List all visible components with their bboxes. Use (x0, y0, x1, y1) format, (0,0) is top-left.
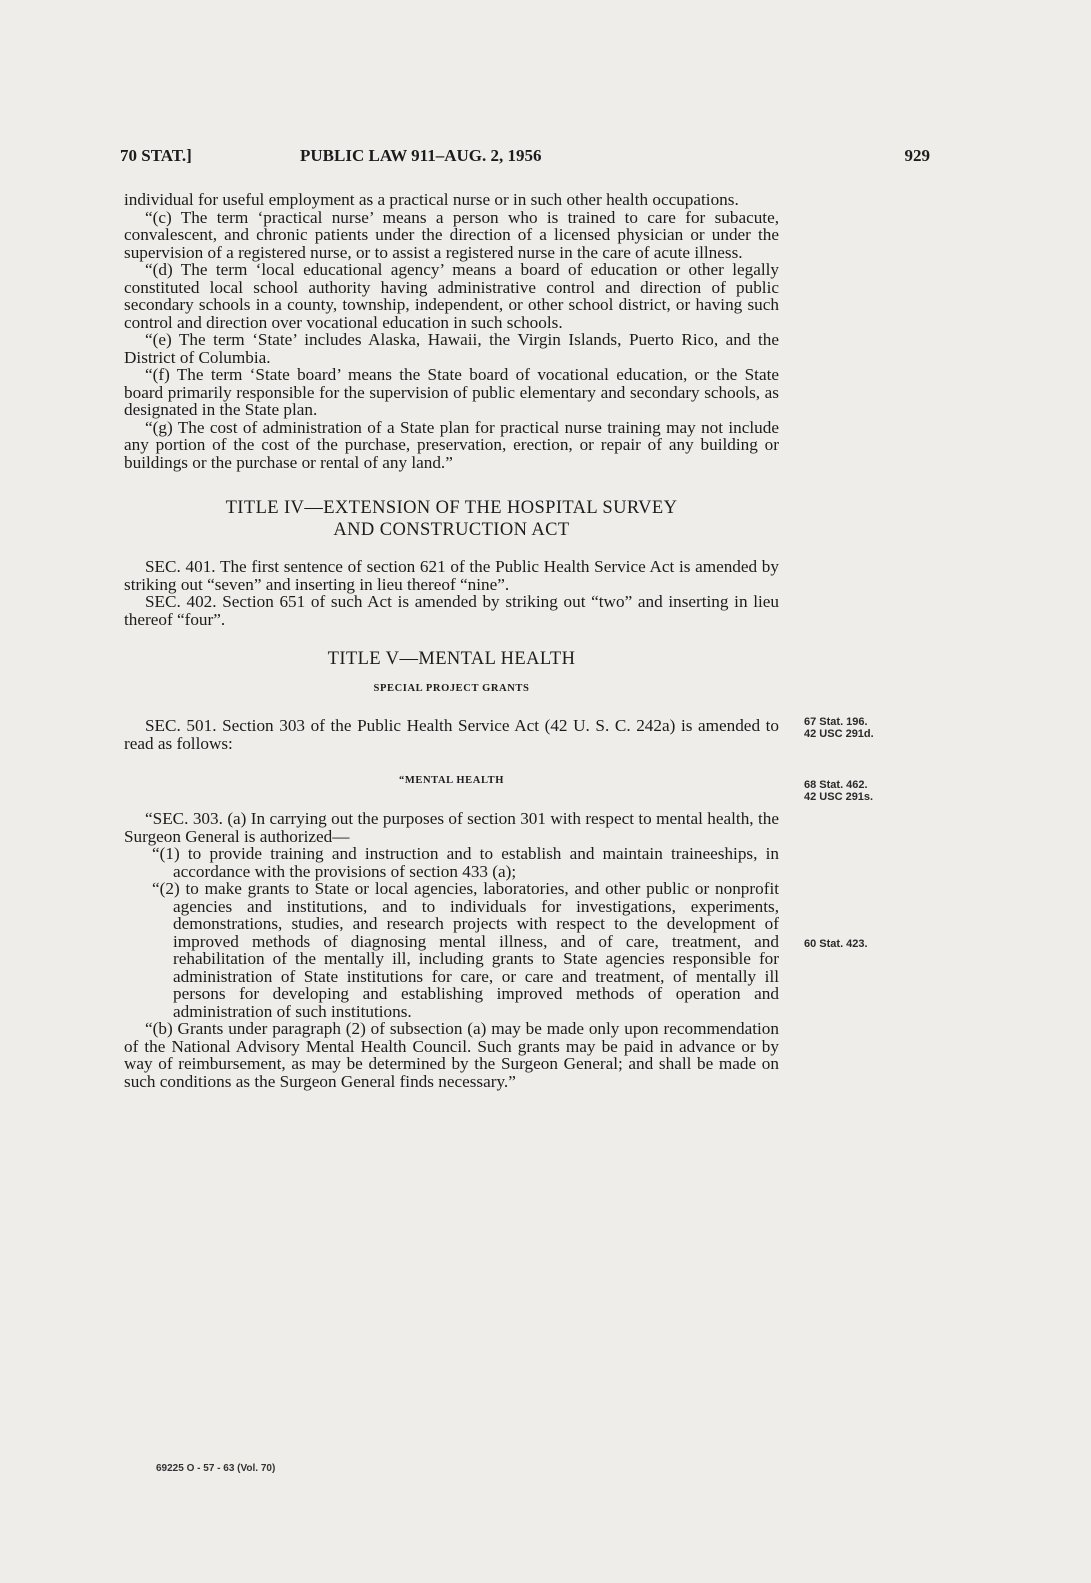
page-header (120, 146, 930, 168)
margin-citation-1-usc: 42 USC 291d. (804, 728, 874, 740)
subsection-b: “(b) Grants under paragraph (2) of subsection (a) may be made only upon recommendation of the National Advisory Mental Health Council. Such grants may be paid in advance or by way of reimbursement, as may be determined by the Surgeon General; and shall be made on such conditions as the Surgeon General finds necessary.” (124, 1019, 779, 1091)
title-iv-heading (124, 497, 779, 541)
mental-health-subheading: “MENTAL HEALTH (399, 775, 504, 786)
statute-volume: 70 STAT.] (120, 146, 192, 165)
clause-1: “(1) to provide training and instruction and to establish and maintain traineeships, in accordance with the provisions of section 433 (a); (152, 844, 779, 881)
section-401: SEC. 401. The first sentence of section 621 of the Public Health Service Act is amended by striking out “seven” and inserting in lieu thereof “nine”. (124, 557, 779, 594)
title-iv-line2: AND CONSTRUCTION ACT (333, 520, 570, 540)
margin-citation-2-stat: 68 Stat. 462. (804, 779, 868, 791)
main-text (124, 191, 779, 1090)
paragraph-continuation: individual for useful employment as a practical nurse or in such other health occupations. (124, 190, 739, 209)
paragraph-f: “(f) The term ‘State board’ means the State board of vocational education, or the State board primarily responsible for the supervision of public elementary and secondary schools, as designated in the State plan. (124, 365, 779, 419)
clause-2: “(2) to make grants to State or local agencies, laboratories, and other public or nonprofit agencies and institutions, and to individuals for investigations, experiments, demonstrations, studies, and research projects with respect to the development of improved methods of diagnosing mental illness, and of care, treatment, and rehabilitation of the mentally ill, including grants to State agencies responsible for administration of State institutions for care, or care and treatment, of mentally ill persons for developing and establishing improved methods of operation and administration of such institutions. (152, 879, 779, 1021)
paragraph-c: “(c) The term ‘practical nurse’ means a person who is trained to care for subacute, convalescent, and chronic patients under the direction of a licensed physician or under the supervision of a registered nurse, or to assist a registered nurse in the care of acute illness. (124, 207, 779, 262)
title-v-heading: TITLE V—MENTAL HEALTH (327, 649, 576, 669)
section-501: SEC. 501. Section 303 of the Public Health Service Act (42 U. S. C. 242a) is amended to read as follows: (124, 716, 779, 753)
running-title: PUBLIC LAW 911–AUG. 2, 1956 (300, 146, 542, 165)
margin-citation-3: 60 Stat. 423. (804, 938, 868, 950)
paragraph-d: “(d) The term ‘local educational agency’ means a board of education or other legally constituted local school authority having administrative control and direction of public secondary schools in a county, township, independent, or other school district, or having such control and direction over vocational education in such schools. (124, 260, 779, 332)
page-number: 929 (904, 146, 930, 165)
special-project-grants-heading: SPECIAL PROJECT GRANTS (373, 683, 530, 694)
margin-citation-1-stat: 67 Stat. 196. (804, 716, 868, 728)
margin-citation-2-usc: 42 USC 291s. (804, 791, 874, 803)
margin-citation-2 (804, 779, 873, 803)
section-402: SEC. 402. Section 651 of such Act is amended by striking out “two” and inserting in lieu thereof “four”. (124, 592, 779, 629)
paragraph-g: “(g) The cost of administration of a State plan for practical nurse training may not include any portion of the cost of the purchase, preservation, erection, or repair of any building or buildings or the purchase or rental of any land.” (124, 417, 779, 472)
paragraph-e: “(e) The term ‘State’ includes Alaska, Hawaii, the Virgin Islands, Puerto Rico, and the District of Columbia. (124, 330, 779, 367)
title-iv-line1: TITLE IV—EXTENSION OF THE HOSPITAL SURVEY (225, 498, 678, 518)
printing-footer: 69225 O - 57 - 63 (Vol. 70) (156, 1463, 276, 1474)
margin-citation-1 (804, 716, 874, 740)
section-303: “SEC. 303. (a) In carrying out the purposes of section 301 with respect to mental health, the Surgeon General is authorized— (124, 809, 779, 846)
